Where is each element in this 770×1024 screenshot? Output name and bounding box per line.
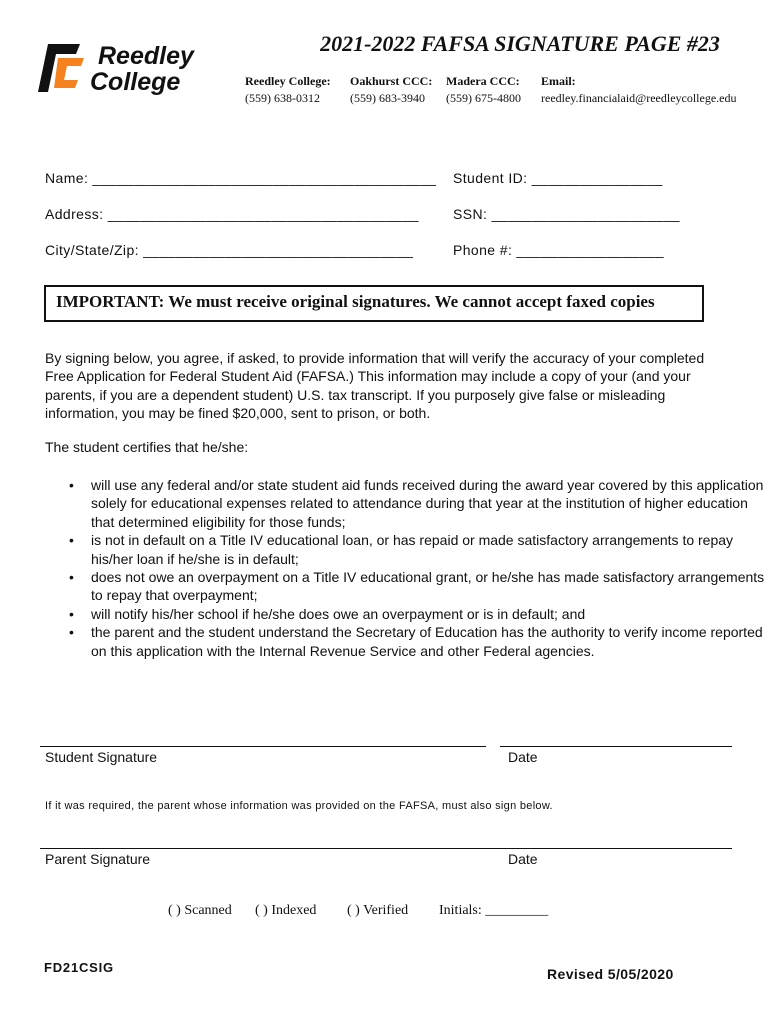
list-item xyxy=(69,476,770,531)
bullet-icon: • xyxy=(69,532,74,549)
contact-label: Email: xyxy=(541,74,576,88)
scanned-checkbox[interactable]: ( ) Scanned xyxy=(168,903,232,918)
verified-checkbox[interactable]: ( ) Verified xyxy=(347,903,409,918)
city-state-zip-field[interactable]: City/State/Zip: _________________________________ xyxy=(45,242,414,258)
address-field[interactable]: Address: ______________________________________ xyxy=(45,206,419,222)
ssn-field[interactable]: SSN: _______________________ xyxy=(453,206,680,222)
logo-line2: College xyxy=(90,68,181,96)
bullet-icon: • xyxy=(69,605,74,622)
parent-note: If it was required, the parent whose information was provided on the FAFSA, must also sign below. xyxy=(45,800,553,812)
list-item xyxy=(69,623,770,660)
certification-text: the parent and the student understand the Secretary of Education has the authority to verify income reported on this application with the Internal Revenue Service and other Federal agencies. xyxy=(91,624,763,659)
certifies-intro: The student certifies that he/she: xyxy=(45,439,249,455)
agreement-paragraph: By signing below, you agree, if asked, to provide information that will verify the accuracy of your completed Free Application for Federal Student Aid (FAFSA.) This information may include a copy of your (and your parents, if you are a dependent student) U.S. tax transcript. If you purposely give false or misleading information, you may be fined $20,000, sent to prison, or both. xyxy=(45,350,705,422)
contact-label: Madera CCC: xyxy=(446,74,520,88)
contact-label: Reedley College: xyxy=(245,74,331,88)
student-date-line[interactable] xyxy=(500,746,732,747)
list-item xyxy=(69,568,770,605)
certification-text: will notify his/her school if he/she does owe an overpayment or is in default; and xyxy=(91,605,586,622)
bullet-icon: • xyxy=(69,477,74,493)
revision-date: Revised 5/05/2020 xyxy=(547,966,674,982)
page-title: 2021-2022 FAFSA SIGNATURE PAGE #23 xyxy=(320,31,720,56)
certification-list xyxy=(45,476,770,660)
student-signature-label: Student Signature xyxy=(45,749,158,765)
contact-email-address: reedley.financialaid@reedleycollege.edu xyxy=(541,91,737,105)
contact-phone: (559) 683-3940 xyxy=(350,91,425,105)
logo-line1: Reedley xyxy=(98,42,194,70)
initials-field[interactable]: Initials: _________ xyxy=(439,903,549,918)
form-code: FD21CSIG xyxy=(44,960,114,975)
certification-text: will use any federal and/or state student aid funds received during the award year covered by this application solely for educational expenses related to attendance during that year at the institution of higher education that determined eligibility for those funds; xyxy=(91,477,764,530)
bullet-icon: • xyxy=(69,624,74,641)
phone-field[interactable]: Phone #: __________________ xyxy=(453,242,664,258)
indexed-checkbox[interactable]: ( ) Indexed xyxy=(255,903,317,918)
student-signature-line[interactable] xyxy=(40,746,486,747)
bullet-icon: • xyxy=(69,569,74,586)
certification-text: is not in default on a Title IV educational loan, or has repaid or made satisfactory arrangements to repay his/her loan if he/she is in default; xyxy=(91,532,734,567)
student-id-field[interactable]: Student ID: ________________ xyxy=(453,170,663,186)
contact-email xyxy=(541,73,737,107)
contact-madera xyxy=(446,73,521,107)
contact-label: Oakhurst CCC: xyxy=(350,74,433,88)
contact-phone: (559) 675-4800 xyxy=(446,91,521,105)
list-item xyxy=(69,605,770,623)
important-notice: IMPORTANT: We must receive original signatures. We cannot accept faxed copies xyxy=(56,292,655,311)
certification-text: does not owe an overpayment on a Title IV educational grant, or he/she has made satisfactory arrangements to repay that overpayment; xyxy=(91,569,765,604)
list-item xyxy=(69,531,770,568)
parent-signature-line[interactable] xyxy=(40,848,732,849)
parent-date-label: Date xyxy=(508,851,538,867)
logo-mark-icon xyxy=(36,40,236,96)
contact-phone: (559) 638-0312 xyxy=(245,91,320,105)
name-field[interactable]: Name: __________________________________________ xyxy=(45,170,437,186)
contact-reedley xyxy=(245,73,331,107)
reedley-college-logo xyxy=(36,40,236,96)
contact-oakhurst xyxy=(350,73,432,107)
student-date-label: Date xyxy=(508,749,538,765)
parent-signature-label: Parent Signature xyxy=(45,851,151,867)
